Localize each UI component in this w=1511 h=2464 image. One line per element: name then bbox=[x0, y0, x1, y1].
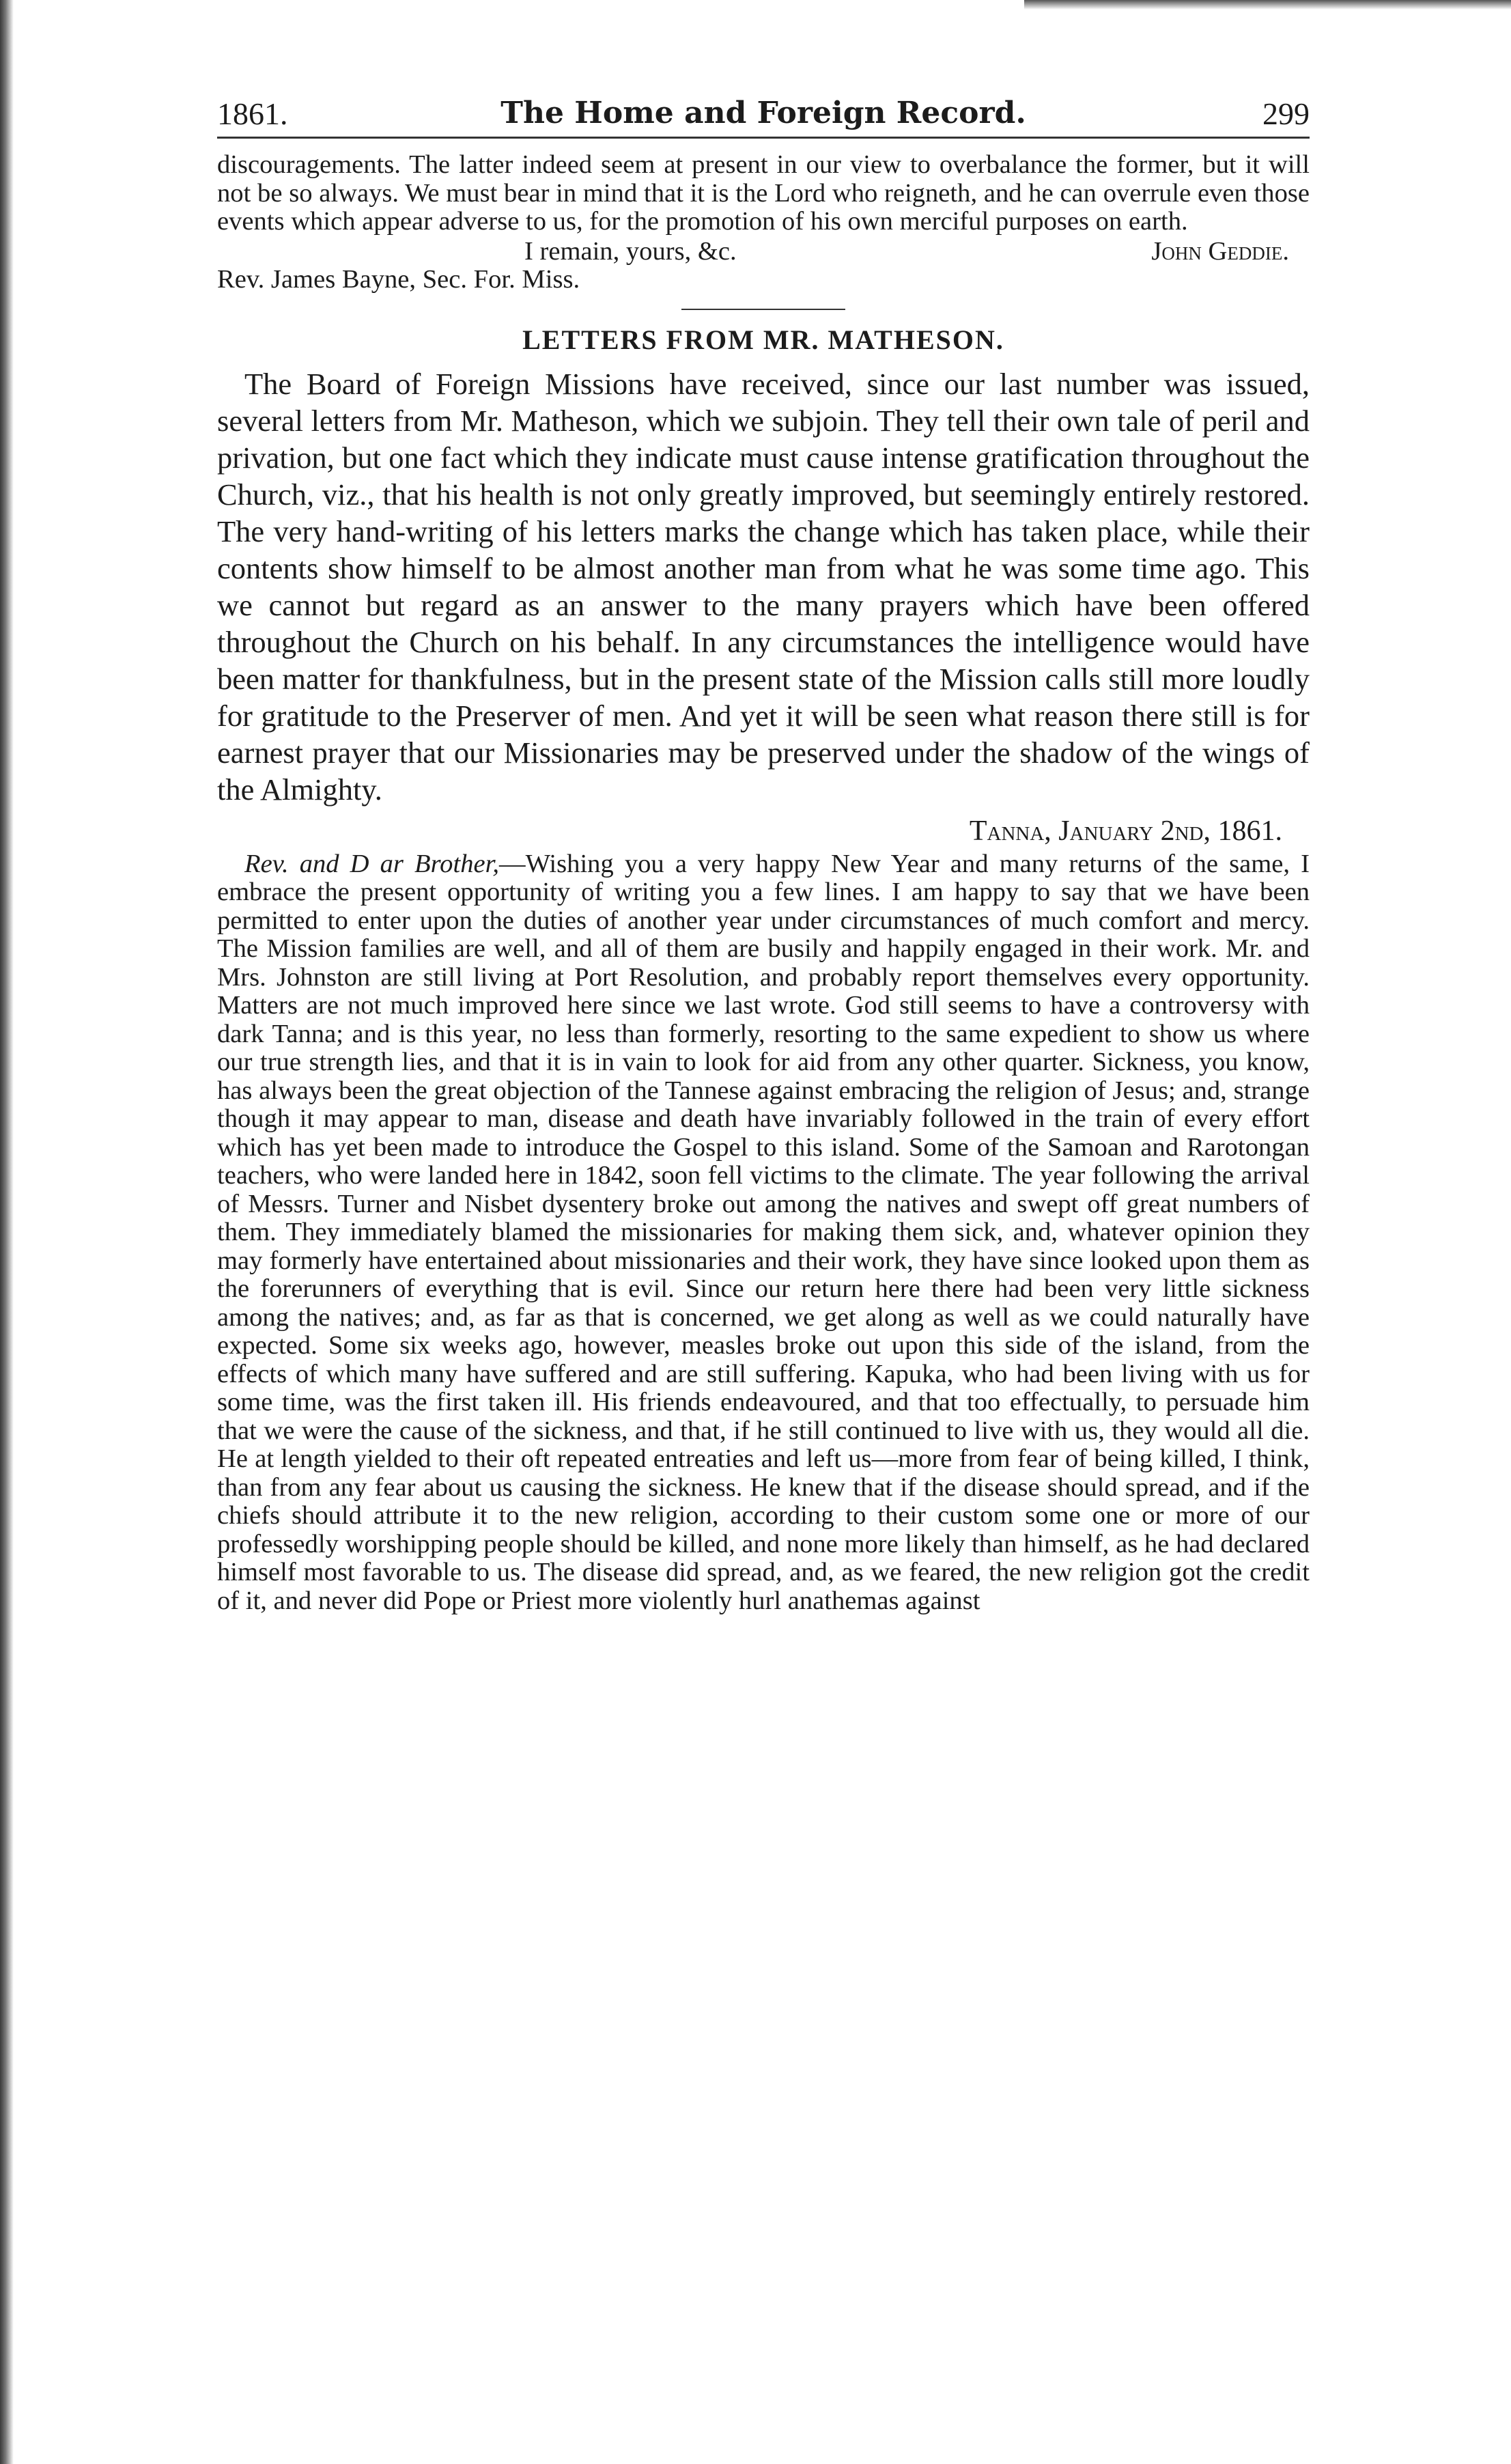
scan-edge-left bbox=[0, 0, 14, 2464]
header-year: 1861. bbox=[217, 96, 288, 131]
previous-letter-closing: discouragements. The latter indeed seem at present in our view to overbalance the former, but it will not be so always. We must bear in mind that it is the Lord who reigneth, and he can overrule even those events which appear adverse to us, for the promotion of his own merciful purposes on earth. bbox=[217, 150, 1310, 236]
intro-paragraph: The Board of Foreign Missions have received, since our last number was issued, several letters from Mr. Matheson, which we subjoin. They tell their own tale of peril and privation, but one fact which they indicate must cause intense gratification throughout the Church, viz., that his health is not only greatly improved, but seemingly entirely restored. The very hand-writing of his letters marks the change which has taken place, while their contents show himself to be almost another man from what he was some time ago. This we cannot but regard as an answer to the many prayers which have been offered throughout the Church on his behalf. In any circumstances the intelligence would have been matter for thankfulness, but in the present state of the Mission calls still more loudly for gratitude to the Preserver of men. And yet it will be seen what reason there still is for earnest prayer that our Missionaries may be preserved under the shadow of the wings of the Almighty. bbox=[217, 366, 1310, 807]
signature: John Geddie. bbox=[1151, 236, 1289, 266]
addressee: Rev. James Bayne, Sec. For. Miss. bbox=[217, 264, 580, 294]
letter-body-paragraph bbox=[217, 850, 1310, 1616]
letter-salutation: Rev. and D ar Brother, bbox=[244, 849, 499, 878]
running-header bbox=[217, 96, 1310, 139]
signoff bbox=[217, 236, 1310, 265]
section-heading: LETTERS FROM MR. MATHESON. bbox=[522, 324, 1004, 355]
page-number: 299 bbox=[1262, 96, 1310, 131]
letter-dateline: Tanna, January 2nd, 1861. bbox=[969, 815, 1282, 847]
page bbox=[217, 96, 1310, 1615]
letter bbox=[217, 850, 1310, 1616]
section-divider bbox=[681, 309, 845, 310]
scan-edge-top bbox=[1024, 0, 1511, 10]
letter-body: —Wishing you a very happy New Year and many returns of the same, I embrace the present opportunity of writing you a few lines. I am happy to say that we have been permitted to enter upon the duties of another year under circumstances of much comfort and mercy. The Mission families are well, and all of them are busily and happily engaged in their work. Mr. and Mrs. Johnston are still living at Port Resolution, and probably report themselves every opportunity. Matters are not much improved here since we last wrote. God still seems to have a controversy with dark Tanna; and is this year, no less than formerly, resorting to the same expedient to show us where our true strength lies, and that it is in vain to look for aid from any other quarter. Sickness, you know, has always been the great objection of the Tannese against embracing the religion of Jesus; and, strange though it may appear to man, disease and death have invariably followed in the train of every effort which has yet been made to introduce the Gospel to this island. Some of the Samoan and Rarotongan teachers, who were landed here in 1842, soon fell victims to the climate. The year following the arrival of Messrs. Turner and Nisbet dysentery broke out among the natives and swept off great numbers of them. They immediately blamed the missionaries for making them sick, and, whatever opinion they may formerly have entertained about missionaries and their work, they have since looked upon them as the forerunners of everything that is evil. Since our return here there had been very little sickness among the natives; and, as far as that is concerned, we get along as well as we could naturally have expected. Some six weeks ago, however, measles broke out upon this side of the island, from the effects of which many have suffered and are still suffering. Kapuka, who had been living with us for some time, was the first taken ill. His friends endeavoured, and that too effectually, to persuade him that we were the cause of the sickness, and that, if he still continued to live with us, they would all die. He at length yielded to their oft repeated entreaties and left us—more from fear of being killed, I think, than from any fear about us causing the sickness. He knew that if the disease should spread, and if the chiefs should attribute it to the new religion, according to their custom some one or more of our professedly worshipping people should be killed, and none more likely than himself, as he had declared himself most favorable to us. The disease did spread, and, as we feared, the new religion got the credit of it, and never did Pope or Priest more violently hurl anathemas against bbox=[217, 849, 1310, 1615]
section-intro bbox=[217, 365, 1310, 808]
previous-letter bbox=[217, 151, 1310, 236]
valediction: I remain, yours, &c. bbox=[524, 236, 737, 266]
header-title: The Home and Foreign Record. bbox=[500, 96, 1026, 130]
